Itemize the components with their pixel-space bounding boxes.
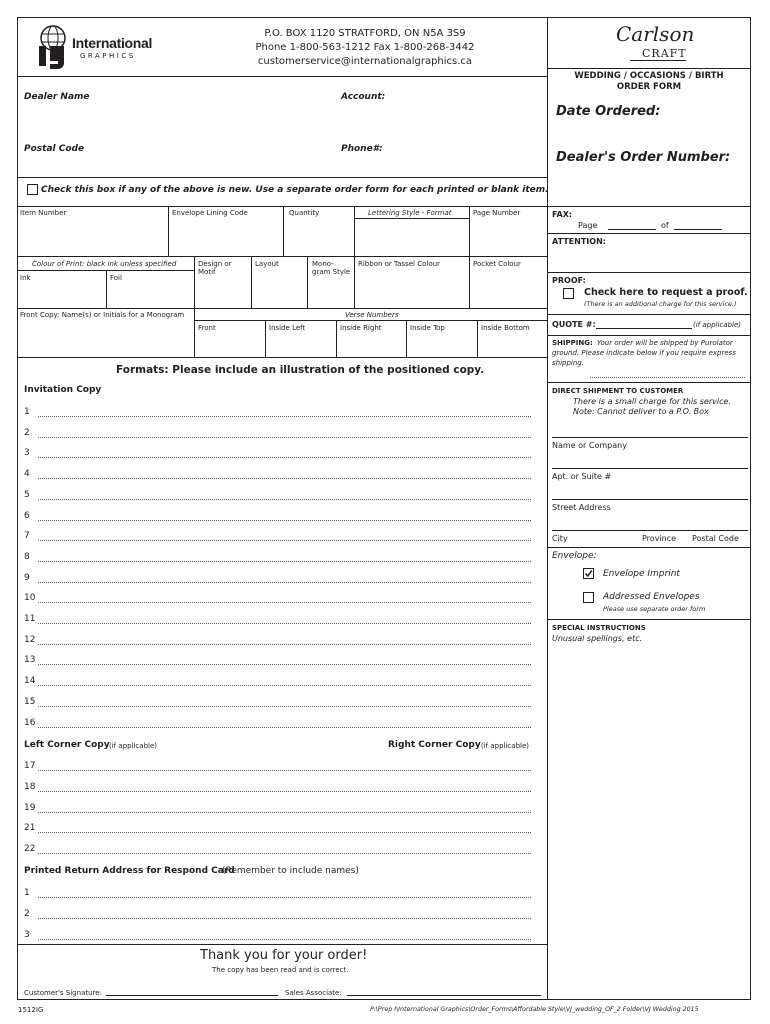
new-info-notice: Check this box if any of the above is new. Use a separate order form for each printed or blank item. — [41, 185, 549, 195]
right-h2 — [547, 272, 751, 273]
frame-bottom — [17, 999, 751, 1000]
colour-print-label: Colour of Print: black ink unless specified — [32, 260, 177, 268]
grid-v2 — [283, 206, 284, 256]
right-h7 — [547, 619, 751, 620]
grid-top-line — [17, 206, 751, 207]
quantity-label: Quantity — [289, 209, 320, 217]
craft-rule — [630, 60, 686, 61]
postal-label: Postal Code — [692, 534, 739, 543]
proof-label: PROOF: — [552, 276, 586, 285]
grid-v8 — [354, 256, 355, 308]
check-mark-icon — [584, 569, 593, 578]
right-header-divider — [547, 68, 751, 69]
grid-v1 — [168, 206, 169, 256]
craft-text: CRAFT — [642, 47, 687, 60]
shipping-text-1: Your order will be shipped by Purolator — [597, 339, 733, 347]
copy-line-field[interactable] — [38, 939, 531, 940]
file-path: P:\Prep I\International Graphics\Order_Forms\Affordable Style\VJ_wedding_OF_2 Folder\VJ Wedding 2015 — [370, 1006, 699, 1013]
copy-line-field[interactable] — [38, 853, 531, 854]
ink-label: Ink — [20, 274, 31, 282]
right-h1 — [547, 233, 751, 234]
layout-label: Layout — [255, 260, 279, 268]
grid-v13 — [336, 320, 337, 358]
grid-v7 — [307, 256, 308, 308]
street-label: Street Address — [552, 503, 611, 512]
inside-bottom-label: Inside Bottom — [481, 324, 530, 332]
copy-line-number: 7 — [24, 531, 30, 542]
company-address-block — [200, 27, 530, 69]
copy-line-field[interactable] — [38, 623, 531, 624]
page-label: Page — [578, 221, 598, 230]
shipping-label: SHIPPING: — [552, 339, 593, 347]
copy-line-number: 2 — [24, 908, 30, 919]
page-number-label: Page Number — [473, 209, 521, 217]
copy-line-field[interactable] — [38, 812, 531, 813]
copy-line-number: 4 — [24, 469, 30, 480]
right-corner-heading: Right Corner Copy — [388, 740, 481, 750]
copy-line-field[interactable] — [38, 791, 531, 792]
copy-read-note: The copy has been read and is correct. — [212, 966, 349, 974]
copy-line-field[interactable] — [38, 457, 531, 458]
design-label-1: Design or — [198, 260, 232, 268]
form-code: 1512IG — [18, 1006, 44, 1014]
addressed-envelopes-checkbox[interactable] — [583, 592, 594, 603]
copy-line-number: 18 — [24, 781, 36, 792]
copy-line-number: 11 — [24, 614, 36, 624]
international-graphics-logo — [36, 25, 156, 70]
copy-line-number: 21 — [24, 823, 36, 834]
copy-line-field[interactable] — [38, 540, 531, 541]
copy-line-field[interactable] — [38, 664, 531, 665]
phone-fax-text: Phone 1-800-563-1212 Fax 1-800-268-3442 — [255, 42, 475, 53]
copy-line-number: 9 — [24, 572, 30, 583]
copy-line-number: 6 — [24, 510, 30, 521]
proof-note: (There is an additional charge for this service.) — [584, 300, 737, 308]
copy-line-field[interactable] — [38, 832, 531, 833]
city-field-line — [552, 530, 748, 531]
proof-checkbox[interactable] — [563, 288, 574, 299]
addressed-envelopes-note: Please use separate order form — [603, 605, 706, 613]
logo-sub: GRAPHICS — [80, 52, 136, 60]
form-title-line2: ORDER FORM — [616, 82, 682, 92]
copy-line-number: 14 — [24, 676, 36, 687]
envelope-imprint-checkbox[interactable] — [583, 568, 594, 579]
copy-line-number: 2 — [24, 427, 30, 438]
copy-line-field[interactable] — [38, 918, 531, 919]
copy-line-number: 10 — [24, 593, 36, 604]
copy-line-number: 13 — [24, 655, 36, 666]
special-instructions-note: Unusual spellings, etc. — [552, 634, 643, 643]
thanks-top-line — [17, 944, 548, 945]
copy-line-field[interactable] — [38, 561, 531, 562]
grid-v3 — [354, 206, 355, 256]
copy-line-field[interactable] — [38, 897, 531, 898]
right-h5 — [547, 382, 751, 383]
copy-line-number: 19 — [24, 802, 36, 813]
page-field-1[interactable] — [608, 229, 656, 230]
pocket-label: Pocket Colour — [473, 260, 521, 268]
front-label: Front — [198, 324, 216, 332]
grid-v6 — [251, 256, 252, 308]
ribbon-label: Ribbon or Tassel Colour — [358, 260, 440, 268]
copy-line-field[interactable] — [38, 416, 531, 417]
email-text: customerservice@internationalgraphics.ca — [257, 56, 473, 67]
direct-note-2: Note: Cannot deliver to a P.O. Box — [573, 407, 709, 416]
date-ordered-label: Date Ordered: — [556, 104, 661, 119]
copy-line-number: 5 — [24, 489, 30, 500]
postal-code-label: Postal Code — [24, 144, 85, 154]
apt-field-line — [552, 468, 748, 469]
carlson-script: Carlson — [616, 22, 695, 46]
column-divider — [547, 17, 548, 1000]
copy-line-field[interactable] — [38, 437, 531, 438]
street-field-line — [552, 499, 748, 500]
shipping-text-2: ground. Please indicate below if you require express — [552, 349, 736, 357]
address-text: P.O. BOX 1120 STRATFORD, ON N5A 3S9 — [264, 28, 466, 39]
copy-line-number: 3 — [24, 448, 30, 459]
quote-field[interactable] — [596, 328, 692, 329]
proof-check-text: Check here to request a proof. — [584, 287, 748, 298]
right-h4 — [547, 335, 751, 336]
name-field-line — [552, 437, 748, 438]
return-address-heading: Printed Return Address for Respond Card — [24, 866, 235, 876]
copy-line-field[interactable] — [38, 520, 531, 521]
copy-line-field[interactable] — [38, 582, 531, 583]
verse-numbers-label: Verse Numbers — [345, 311, 399, 319]
carlson-craft-logo — [612, 20, 695, 64]
city-label: City — [552, 534, 568, 543]
right-corner-note: (if applicable) — [481, 742, 529, 750]
envelope-lining-label: Envelope Lining Code — [172, 209, 248, 217]
formats-heading: Formats: Please include an illustration of the positioned copy. — [116, 364, 485, 376]
logo-globe-icon — [36, 25, 70, 69]
copy-line-field[interactable] — [38, 478, 531, 479]
copy-line-field[interactable] — [38, 706, 531, 707]
item-number-label: Item Number — [20, 209, 67, 217]
foil-label: Foil — [110, 274, 122, 282]
envelope-label: Envelope: — [552, 551, 597, 561]
copy-line-number: 12 — [24, 634, 36, 645]
apt-label: Apt. or Suite # — [552, 472, 612, 481]
copy-line-number: 8 — [24, 551, 30, 562]
copy-line-field[interactable] — [38, 685, 531, 686]
copy-line-number: 1 — [24, 888, 30, 898]
name-company-label: Name or Company — [552, 441, 627, 450]
province-label: Province — [642, 534, 677, 543]
logo-name: International — [72, 35, 153, 51]
shipping-field[interactable] — [590, 377, 745, 378]
account-label: Account: — [341, 92, 386, 102]
special-instructions-label: SPECIAL INSTRUCTIONS — [552, 624, 646, 632]
right-h3 — [547, 314, 751, 315]
phone-label: Phone#: — [341, 144, 383, 154]
invitation-copy-heading: Invitation Copy — [24, 385, 102, 395]
direct-shipment-label: DIRECT SHIPMENT TO CUSTOMER — [552, 387, 684, 395]
copy-line-number: 15 — [24, 696, 36, 707]
quote-label: QUOTE #: — [552, 320, 596, 329]
copy-line-field[interactable] — [38, 727, 531, 728]
inside-right-label: Inside Right — [340, 324, 382, 332]
grid-h2 — [17, 308, 548, 309]
addressed-envelopes-label: Addressed Envelopes — [603, 592, 700, 602]
envelope-imprint-label: Envelope Imprint — [603, 569, 680, 579]
lettering-style-label: Lettering Style - Format — [368, 209, 452, 217]
sales-associate-label: Sales Associate: — [285, 989, 342, 997]
verse-underline — [194, 320, 548, 321]
colour-print-underline — [17, 270, 194, 271]
right-h6 — [547, 547, 751, 548]
grid-h3 — [17, 357, 548, 358]
copy-line-field[interactable] — [38, 770, 531, 771]
header-divider — [17, 76, 548, 77]
shipping-text-3: shipping. — [552, 359, 584, 367]
grid-v11 — [194, 308, 195, 358]
form-title — [555, 71, 743, 93]
page-field-2[interactable] — [674, 229, 722, 230]
left-corner-note: (if applicable) — [109, 742, 157, 750]
notice-top-line — [17, 177, 548, 178]
inside-top-label: Inside Top — [410, 324, 445, 332]
monogram-label-2: gram Style — [312, 268, 351, 276]
copy-line-number: 17 — [24, 761, 36, 771]
grid-v5 — [194, 256, 195, 308]
signature-label: Customer's Signature: — [24, 989, 102, 997]
form-title-line1: WEDDING / OCCASIONS / BIRTH — [574, 71, 724, 81]
quote-note: (if applicable) — [693, 321, 741, 329]
dealer-name-label: Dealer Name — [24, 92, 90, 102]
page-of-label: of — [661, 221, 669, 230]
new-info-checkbox[interactable] — [27, 184, 38, 195]
left-corner-heading: Left Corner Copy — [24, 740, 110, 750]
attention-label: ATTENTION: — [552, 237, 606, 246]
grid-v15 — [477, 320, 478, 358]
return-address-note: (Remember to include names) — [222, 866, 359, 876]
grid-v14 — [406, 320, 407, 358]
copy-line-number: 1 — [24, 407, 30, 417]
lettering-underline — [354, 218, 470, 219]
dealer-order-number-label: Dealer's Order Number: — [556, 150, 731, 165]
grid-v12 — [265, 320, 266, 358]
logo-letters — [37, 69, 38, 70]
grid-v4 — [469, 206, 470, 256]
grid-v9 — [469, 256, 470, 308]
copy-line-field[interactable] — [38, 602, 531, 603]
inside-left-label: Inside Left — [269, 324, 306, 332]
front-copy-label: Front Copy: Name(s) or Initials for a Monogram — [20, 311, 185, 319]
design-label-2: Motif — [198, 268, 216, 276]
grid-v10 — [106, 270, 107, 308]
copy-line-number: 16 — [24, 717, 36, 728]
sales-associate-field[interactable] — [347, 995, 541, 996]
copy-line-number: 3 — [24, 929, 30, 940]
thank-you-text: Thank you for your order! — [200, 948, 368, 963]
copy-line-field[interactable] — [38, 499, 531, 500]
signature-field[interactable] — [106, 995, 278, 996]
copy-line-number: 22 — [24, 844, 36, 855]
direct-note-1: There is a small charge for this service. — [573, 397, 731, 406]
fax-label: FAX: — [552, 210, 573, 219]
frame-right — [750, 17, 751, 1000]
frame-top — [17, 17, 751, 18]
frame-left — [17, 17, 18, 1000]
copy-line-field[interactable] — [38, 644, 531, 645]
monogram-label-1: Mono- — [312, 260, 334, 268]
